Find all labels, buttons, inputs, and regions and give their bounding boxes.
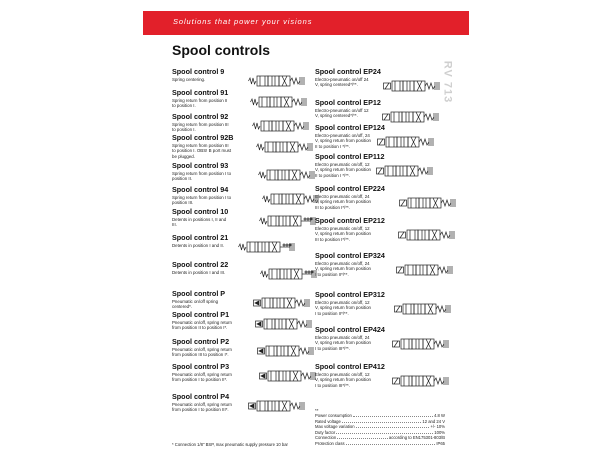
valve-symbol-icon [392, 374, 450, 392]
valve-symbol-icon [396, 263, 454, 281]
spec-label: Duty factor [315, 429, 336, 435]
spool-title: Spool control P4 [172, 392, 230, 401]
spool-entry [172, 133, 234, 159]
valve-symbol-icon [260, 267, 318, 285]
spool-entry [172, 233, 232, 248]
valve-symbol-icon [252, 119, 310, 137]
spool-description: Pneumatic on/off, spring return from position I to position II*. [172, 372, 232, 383]
spec-label: Max voltage variation [315, 424, 355, 429]
spool-entry [315, 325, 385, 351]
spool-title: Spool control 10 [172, 207, 229, 216]
spool-title: Spool control 94 [172, 185, 229, 194]
spool-description: Electro-pneumatic on/off 24 V, spring centered*/**. [315, 77, 369, 88]
spool-title: Spool control P [172, 289, 226, 298]
footnote: * Connection 1/8" BSP, max pneumatic supply pressure 10 bar [172, 442, 288, 447]
spool-entry [172, 88, 232, 109]
spool-entry [172, 67, 232, 82]
spool-entry [172, 185, 232, 206]
spool-description: Electro-pneumatic on/off, 24 V, spring return from position II to position I */**. [315, 133, 371, 149]
spool-description: Spring return from position III to position I. [172, 122, 229, 133]
spec-value: IP65 [436, 440, 445, 446]
spool-title: Spool control EP224 [315, 184, 385, 193]
valve-symbol-icon [253, 296, 311, 314]
valve-symbol-icon [248, 399, 306, 417]
spool-title: Spool control P3 [172, 362, 230, 371]
spool-title: Spool control EP112 [315, 152, 385, 161]
spool-entry [315, 152, 385, 178]
spec-value: 100% [434, 429, 445, 435]
spool-entry [315, 67, 381, 88]
spool-description: Electro pneumatic on/off, 24 V, spring return from position III to position I*/**. [315, 194, 371, 210]
spool-entry [172, 289, 232, 310]
spool-description: Pneumatic on/off, spring return from position II to position I*. [172, 320, 232, 331]
dot-leader [353, 413, 433, 417]
page-title: Spool controls [172, 42, 270, 58]
spool-title: Spool control P1 [172, 310, 230, 319]
spool-title: Spool control EP24 [315, 67, 381, 76]
spool-description: Detents in position I and III. [172, 270, 226, 275]
valve-symbol-icon [392, 337, 450, 355]
valve-symbol-icon [399, 196, 457, 214]
spool-description: Electro pneumatic on/off, 12 V, spring return from position I to position III*/**. [315, 372, 371, 388]
side-label-text: RV 713 [441, 60, 454, 104]
spool-title: Spool control EP424 [315, 325, 385, 334]
spool-entry [172, 161, 232, 182]
spool-description: Detents in positions I, II and III. [172, 217, 227, 228]
spec-value: 4.8 W [434, 413, 445, 418]
valve-symbol-icon [394, 302, 452, 320]
side-label [441, 50, 468, 120]
spool-description: Spring return from position I to position III. [172, 195, 232, 206]
valve-symbol-icon [248, 74, 306, 92]
spool-description: Electro-pneumatic on/off 12 V, spring centered*/**. [315, 108, 369, 119]
spool-title: Spool control 9 [172, 67, 225, 76]
spool-title: Spool control EP312 [315, 290, 385, 299]
valve-symbol-icon [255, 317, 313, 335]
dot-leader [356, 424, 430, 428]
banner-tagline: Solutions that power your visions [173, 17, 313, 26]
spool-description: Pneumatic on/off, spring return from position I to position III*. [172, 402, 232, 413]
dot-leader [346, 441, 436, 445]
valve-symbol-icon [259, 369, 317, 387]
valve-symbol-icon [256, 140, 314, 158]
spool-entry [315, 98, 381, 119]
spool-title: Spool control EP412 [315, 362, 385, 371]
spool-entry [315, 290, 385, 316]
spec-table [315, 408, 445, 446]
spool-title: Spool control EP124 [315, 123, 385, 132]
spool-description: Electro pneumatic on/off, 12 V, spring return from position II to position I */**. [315, 162, 371, 178]
valve-symbol-icon [382, 110, 440, 128]
spool-title: Spool control EP324 [315, 251, 385, 260]
spool-description: Electro pneumatic on/off, 24 V, spring return from position I to position II*/**. [315, 261, 371, 277]
valve-symbol-icon [383, 79, 441, 97]
valve-symbol-icon [262, 192, 320, 210]
spool-description: Pneumatic on/off spring centered*. [172, 299, 219, 310]
spool-entry [172, 392, 232, 413]
dot-leader [342, 419, 422, 423]
valve-symbol-icon [258, 168, 316, 186]
spool-title: Spool control EP12 [315, 98, 381, 107]
spool-title: Spool control 91 [172, 88, 229, 97]
spool-entry [172, 260, 232, 275]
dot-leader [337, 435, 388, 439]
spool-description: Detents in position I and II. [172, 243, 224, 248]
valve-symbol-icon [376, 164, 434, 182]
valve-symbol-icon [238, 240, 296, 258]
spool-entry [315, 184, 385, 210]
spool-title: Spool control 92 [172, 112, 229, 121]
spool-entry [172, 362, 232, 383]
spec-value: according to EN175301-803/B [388, 435, 445, 440]
spool-entry [172, 207, 232, 228]
spool-title: Spool control EP212 [315, 216, 385, 225]
spool-entry [315, 216, 385, 242]
spec-value: +/- 10% [430, 424, 445, 429]
spool-description: Electro pneumatic on/off, 12 V, spring return from position III to position I*/**. [315, 226, 371, 242]
spool-description: Electro pneumatic on/off, 24 V, spring return from position I to position III*/**. [315, 335, 371, 351]
spool-description: Spring return from position II to position I. [172, 98, 228, 109]
spec-label: Protection class [315, 440, 345, 446]
spool-description: Spring return from position III to position I. OBS! B port must be plugged. [172, 143, 232, 159]
valve-symbol-icon [259, 214, 317, 232]
spec-value: 12 and 24 V [422, 418, 445, 424]
spool-title: Spool control 92B [172, 133, 234, 142]
spec-label: Connection [315, 435, 337, 440]
spec-label: Rated voltage [315, 418, 341, 424]
valve-symbol-icon [250, 95, 308, 113]
valve-symbol-icon [398, 228, 456, 246]
spool-description: Spring centering. [172, 77, 206, 82]
spool-entry [172, 112, 232, 133]
spool-entry [315, 362, 385, 388]
spool-description: Electro pneumatic on/off, 12 V, spring return from position I to position II*/**. [315, 300, 371, 316]
spool-title: Spool control P2 [172, 337, 230, 346]
valve-symbol-icon [257, 344, 315, 362]
spec-label: Power consumption [315, 413, 352, 418]
spec-row [315, 441, 445, 447]
spool-entry [315, 123, 385, 149]
spec-marker: ** [315, 408, 319, 413]
spool-description: Spring return from position I to position II. [172, 171, 232, 182]
spool-entry [172, 310, 232, 331]
spool-title: Spool control 93 [172, 161, 229, 170]
valve-symbol-icon [377, 135, 435, 153]
dot-leader [336, 430, 433, 434]
spool-entry [172, 337, 232, 358]
spool-description: Pneumatic on/off, spring return from position III to position I*. [172, 347, 232, 358]
header-banner [143, 11, 469, 35]
spool-title: Spool control 22 [172, 260, 229, 269]
spool-entry [315, 251, 385, 277]
spool-title: Spool control 21 [172, 233, 229, 242]
